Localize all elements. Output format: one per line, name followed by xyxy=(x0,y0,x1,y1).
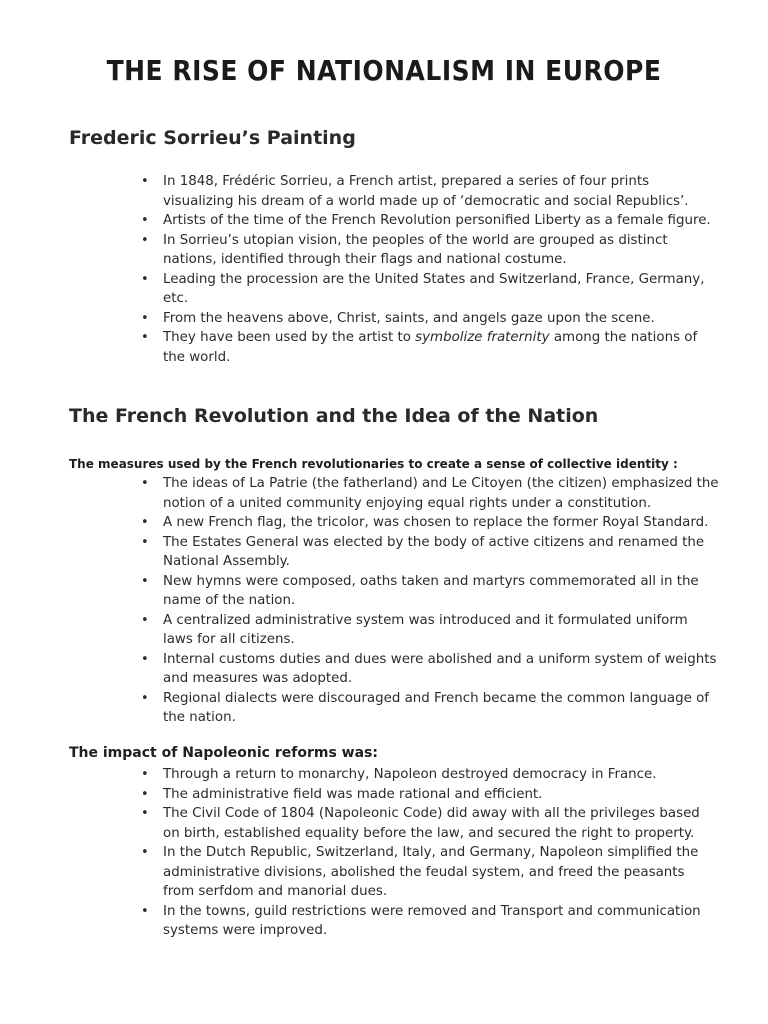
measures-subheading: The measures used by the French revolutionaries to create a sense of collective identity : xyxy=(69,457,678,471)
sorrieu-bullet-list xyxy=(139,172,719,367)
list-item: • A centralized administrative system was introduced and it formulated uniform laws for all citizens. xyxy=(139,611,719,650)
section-heading-sorrieu: Frederic Sorrieu’s Painting xyxy=(69,127,356,149)
napoleon-bullet-list xyxy=(139,765,719,941)
napoleon-subheading: The impact of Napoleonic reforms was: xyxy=(69,745,378,761)
list-item: • The ideas of La Patrie (the fatherland) and Le Citoyen (the citizen) emphasized the notion of a united community enjoying equal rights under a constitution. xyxy=(139,474,719,513)
list-item: • In Sorrieu’s utopian vision, the peoples of the world are grouped as distinct nations, identified through their flags and national costume. xyxy=(139,231,719,270)
list-item: • A new French flag, the tricolor, was chosen to replace the former Royal Standard. xyxy=(139,513,719,533)
emphasis-text: symbolize fraternity xyxy=(415,330,550,345)
list-item-text: They have been used by the artist to xyxy=(163,330,416,345)
list-item: • Artists of the time of the French Revolution personified Liberty as a female figure. xyxy=(139,211,719,231)
list-item xyxy=(139,328,719,367)
list-item: • In the towns, guild restrictions were removed and Transport and communication systems were improved. xyxy=(139,902,719,941)
measures-bullet-list xyxy=(139,474,719,728)
list-item: • Internal customs duties and dues were abolished and a uniform system of weights and measures was adopted. xyxy=(139,650,719,689)
document-title: THE RISE OF NATIONALISM IN EUROPE xyxy=(106,54,662,87)
list-item: • Leading the procession are the United States and Switzerland, France, Germany, etc. xyxy=(139,270,719,309)
section-heading-french-revolution: The French Revolution and the Idea of the Nation xyxy=(69,405,599,427)
list-item: • New hymns were composed, oaths taken and martyrs commemorated all in the name of the nation. xyxy=(139,572,719,611)
list-item: • The Estates General was elected by the body of active citizens and renamed the National Assembly. xyxy=(139,533,719,572)
list-item: • From the heavens above, Christ, saints, and angels gaze upon the scene. xyxy=(139,309,719,329)
list-item: • In 1848, Frédéric Sorrieu, a French artist, prepared a series of four prints visualizing his dream of a world made up of ‘democratic and social Republics’. xyxy=(139,172,719,211)
list-item-text: among the nations of the world. xyxy=(163,330,698,365)
list-item: • The Civil Code of 1804 (Napoleonic Code) did away with all the privileges based on birth, established equality before the law, and secured the right to property. xyxy=(139,804,719,843)
list-item: • In the Dutch Republic, Switzerland, Italy, and Germany, Napoleon simplified the administrative divisions, abolished the feudal system, and freed the peasants from serfdom and manorial dues. xyxy=(139,843,719,902)
list-item: • Regional dialects were discouraged and French became the common language of the nation. xyxy=(139,689,719,728)
list-item: • Through a return to monarchy, Napoleon destroyed democracy in France. xyxy=(139,765,719,785)
list-item: • The administrative field was made rational and efficient. xyxy=(139,785,719,805)
